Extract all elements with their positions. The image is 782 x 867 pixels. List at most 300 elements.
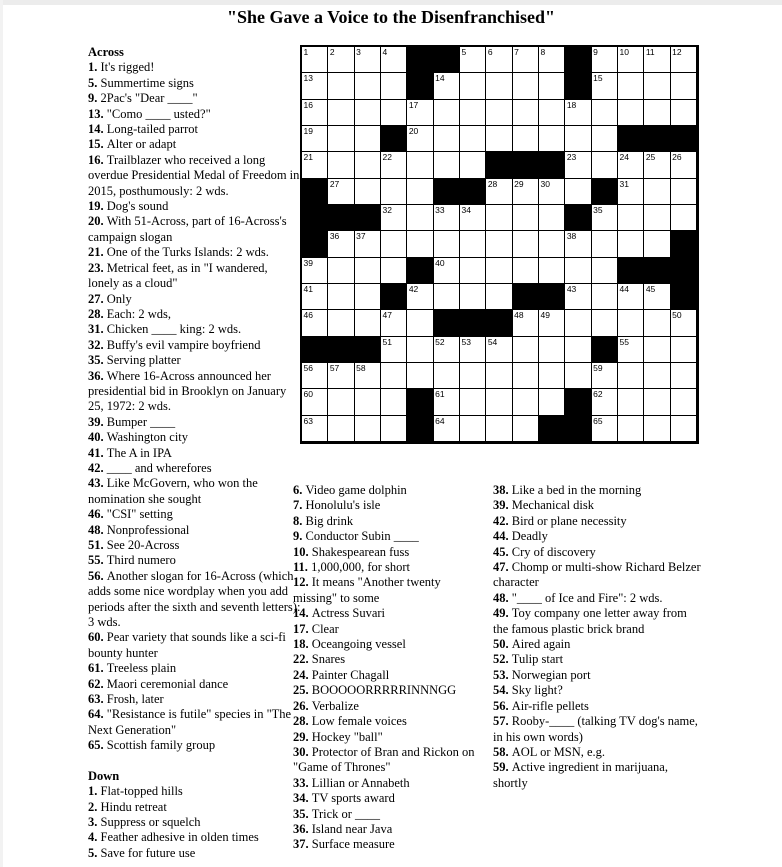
grid-cell-r10c5[interactable] <box>407 284 433 310</box>
cell-number: 13 <box>303 73 313 84</box>
grid-cell-r14c4[interactable] <box>381 389 407 415</box>
grid-cell-r6c4[interactable] <box>381 179 407 205</box>
clue-number: 9. <box>88 91 101 106</box>
grid-cell-r13c6[interactable] <box>434 363 460 389</box>
grid-cell-black-r6c1 <box>302 179 328 205</box>
clue-across-62: 62. Maori ceremonial dance <box>88 676 229 691</box>
clue-number: 20. <box>88 214 107 229</box>
grid-cell-r5c14[interactable] <box>644 152 670 178</box>
cell-number: 4 <box>382 47 388 57</box>
grid-cell-r4c12[interactable] <box>592 126 618 152</box>
grid-cell-r15c4[interactable] <box>381 416 407 442</box>
grid-cell-r15c9[interactable] <box>513 416 539 442</box>
clue-across-64: 64. "Resistance is futile" species in "The Next Generation" <box>88 707 292 737</box>
grid-cell-r10c3[interactable] <box>355 284 381 310</box>
grid-cell-r3c10[interactable] <box>539 100 565 126</box>
across-heading: Across <box>88 45 124 59</box>
grid-cell-r2c2[interactable] <box>328 73 354 99</box>
grid-cell-r1c3[interactable] <box>355 47 381 73</box>
clue-number: 10. <box>293 544 312 559</box>
grid-cell-r10c1[interactable] <box>302 284 328 310</box>
grid-cell-r1c7[interactable] <box>460 47 486 73</box>
clue-down-11: 11. 1,000,000, for short <box>293 560 411 575</box>
cell-number: 5 <box>461 47 467 57</box>
cell-number: 47 <box>382 310 392 321</box>
grid-cell-r7c8[interactable] <box>486 205 512 231</box>
grid-cell-r11c1[interactable] <box>302 310 328 336</box>
grid-cell-r11c13[interactable] <box>618 310 644 336</box>
grid-cell-black-r11c7 <box>460 310 486 336</box>
grid-cell-r15c15[interactable] <box>671 416 697 442</box>
grid-cell-r12c6[interactable] <box>434 337 460 363</box>
grid-cell-r6c11[interactable] <box>565 179 591 205</box>
clue-number: 31. <box>88 322 107 337</box>
grid-cell-r1c9[interactable] <box>513 47 539 73</box>
grid-cell-r13c11[interactable] <box>565 363 591 389</box>
grid-cell-r15c13[interactable] <box>618 416 644 442</box>
grid-cell-r12c8[interactable] <box>486 337 512 363</box>
grid-cell-r9c7[interactable] <box>460 258 486 284</box>
clue-across-21: 21. One of the Turks Islands: 2 wds. <box>88 245 269 260</box>
grid-cell-r7c5[interactable] <box>407 205 433 231</box>
grid-cell-black-r15c10 <box>539 416 565 442</box>
grid-cell-r10c2[interactable] <box>328 284 354 310</box>
grid-cell-r5c1[interactable] <box>302 152 328 178</box>
grid-cell-r3c13[interactable] <box>618 100 644 126</box>
clue-across-46: 46. "CSI" setting <box>88 507 173 522</box>
grid-cell-black-r10c4 <box>381 284 407 310</box>
grid-cell-r11c3[interactable] <box>355 310 381 336</box>
clue-down-50: 50. Aired again <box>493 637 571 652</box>
grid-cell-r9c4[interactable] <box>381 258 407 284</box>
grid-cell-r6c10[interactable] <box>539 179 565 205</box>
grid-cell-r7c7[interactable] <box>460 205 486 231</box>
grid-cell-r2c4[interactable] <box>381 73 407 99</box>
grid-cell-r9c9[interactable] <box>513 258 539 284</box>
cell-number: 10 <box>619 47 629 57</box>
clue-down-4: 4. Feather adhesive in olden times <box>88 830 259 845</box>
grid-cell-r5c12[interactable] <box>592 152 618 178</box>
grid-cell-r11c11[interactable] <box>565 310 591 336</box>
cell-number: 59 <box>593 363 603 373</box>
grid-cell-r4c2[interactable] <box>328 126 354 152</box>
grid-cell-r14c6[interactable] <box>434 389 460 415</box>
grid-cell-r15c1[interactable] <box>302 416 328 442</box>
down-clue-list-part2 <box>293 483 487 853</box>
grid-cell-r10c12[interactable] <box>592 284 618 310</box>
grid-cell-r1c12[interactable] <box>592 47 618 73</box>
cell-number: 30 <box>540 178 550 189</box>
grid-cell-r14c9[interactable] <box>513 389 539 415</box>
clue-number: 3. <box>88 814 101 829</box>
grid-cell-black-r14c11 <box>565 389 591 415</box>
clue-number: 42. <box>88 460 107 475</box>
grid-cell-r8c8[interactable] <box>486 231 512 257</box>
grid-cell-r8c12[interactable] <box>592 231 618 257</box>
grid-cell-r3c4[interactable] <box>381 100 407 126</box>
grid-cell-r1c2[interactable] <box>328 47 354 73</box>
cell-number: 34 <box>461 205 471 215</box>
grid-cell-r13c3[interactable] <box>355 363 381 389</box>
grid-cell-r4c10[interactable] <box>539 126 565 152</box>
grid-cell-r8c13[interactable] <box>618 231 644 257</box>
grid-cell-black-r12c2 <box>328 337 354 363</box>
grid-cell-r13c8[interactable] <box>486 363 512 389</box>
grid-cell-r8c4[interactable] <box>381 231 407 257</box>
grid-cell-r9c3[interactable] <box>355 258 381 284</box>
grid-cell-black-r6c12 <box>592 179 618 205</box>
clue-across-43: 43. Like McGovern, who won the nomination she sought <box>88 476 258 506</box>
grid-cell-r7c15[interactable] <box>671 205 697 231</box>
grid-cell-r13c13[interactable] <box>618 363 644 389</box>
clue-down-7: 7. Honolulu's isle <box>293 498 381 513</box>
grid-cell-black-r6c7 <box>460 179 486 205</box>
grid-cell-r14c15[interactable] <box>671 389 697 415</box>
clue-down-49: 49. Toy company one letter away from the famous plastic brick brand <box>493 606 687 636</box>
clue-number: 14. <box>88 122 107 137</box>
grid-cell-r10c14[interactable] <box>644 284 670 310</box>
grid-cell-r14c8[interactable] <box>486 389 512 415</box>
cell-number: 62 <box>593 389 603 400</box>
grid-cell-r11c10[interactable] <box>539 310 565 336</box>
grid-cell-r1c13[interactable] <box>618 47 644 73</box>
grid-cell-r3c3[interactable] <box>355 100 381 126</box>
cell-number: 6 <box>487 47 493 57</box>
grid-cell-r5c11[interactable] <box>565 152 591 178</box>
grid-cell-r2c9[interactable] <box>513 73 539 99</box>
clue-number: 51. <box>88 538 107 552</box>
cell-number: 65 <box>593 415 603 426</box>
grid-cell-r13c7[interactable] <box>460 363 486 389</box>
grid-cell-black-r12c1 <box>302 337 328 363</box>
grid-cell-r8c7[interactable] <box>460 231 486 257</box>
grid-cell-r1c10[interactable] <box>539 47 565 73</box>
grid-cell-r4c7[interactable] <box>460 126 486 152</box>
grid-cell-r7c10[interactable] <box>539 205 565 231</box>
grid-cell-r1c1[interactable] <box>302 47 328 73</box>
clues-column-left <box>88 45 302 861</box>
grid-cell-r9c6[interactable] <box>434 258 460 284</box>
grid-cell-black-r4c13 <box>618 126 644 152</box>
cell-number: 36 <box>329 231 340 242</box>
grid-cell-r6c13[interactable] <box>618 179 644 205</box>
cell-number: 43 <box>566 284 577 294</box>
grid-cell-r13c5[interactable] <box>407 363 433 389</box>
clue-number: 34. <box>293 791 312 806</box>
clue-down-8: 8. Big drink <box>293 513 354 528</box>
grid-cell-r3c8[interactable] <box>486 100 512 126</box>
grid-cell-r15c7[interactable] <box>460 416 486 442</box>
clue-number: 44. <box>493 529 512 544</box>
grid-cell-r7c13[interactable] <box>618 205 644 231</box>
grid-cell-r14c12[interactable] <box>592 389 618 415</box>
grid-cell-r2c3[interactable] <box>355 73 381 99</box>
grid-cell-r5c3[interactable] <box>355 152 381 178</box>
grid-cell-r3c15[interactable] <box>671 100 697 126</box>
grid-cell-r12c14[interactable] <box>644 337 670 363</box>
grid-cell-black-r1c5 <box>407 47 433 73</box>
clue-number: 25. <box>293 683 312 698</box>
grid-cell-r4c1[interactable] <box>302 126 328 152</box>
clue-across-36: 36. Where 16-Across announced her presidential bid in Brooklyn on January 25, 1972: 2 wds. <box>88 368 287 414</box>
grid-cell-r12c13[interactable] <box>618 337 644 363</box>
grid-cell-r14c10[interactable] <box>539 389 565 415</box>
clue-down-39: 39. Mechanical disk <box>493 498 595 513</box>
clue-down-53: 53. Norwegian port <box>493 667 591 682</box>
grid-cell-r7c9[interactable] <box>513 205 539 231</box>
grid-cell-r14c2[interactable] <box>328 389 354 415</box>
grid-cell-r12c4[interactable] <box>381 337 407 363</box>
clue-number: 19. <box>88 199 107 214</box>
grid-cell-r2c13[interactable] <box>618 73 644 99</box>
grid-cell-r5c4[interactable] <box>381 152 407 178</box>
grid-cell-r11c15[interactable] <box>671 310 697 336</box>
grid-cell-r13c1[interactable] <box>302 363 328 389</box>
cell-number: 17 <box>408 99 419 110</box>
clue-down-2: 2. Hindu retreat <box>88 799 167 814</box>
grid-cell-black-r9c15 <box>671 258 697 284</box>
grid-cell-r10c8[interactable] <box>486 284 512 310</box>
cell-number: 39 <box>303 257 313 268</box>
grid-cell-r11c2[interactable] <box>328 310 354 336</box>
cell-number: 40 <box>435 257 445 268</box>
grid-cell-r6c2[interactable] <box>328 179 354 205</box>
grid-cell-r3c7[interactable] <box>460 100 486 126</box>
grid-cell-r6c15[interactable] <box>671 179 697 205</box>
grid-cell-r8c6[interactable] <box>434 231 460 257</box>
clue-number: 9. <box>293 529 306 544</box>
clue-number: 46. <box>88 507 107 522</box>
crossword-grid <box>300 45 699 444</box>
grid-cell-r2c14[interactable] <box>644 73 670 99</box>
cell-number: 35 <box>593 205 603 215</box>
clue-number: 5. <box>88 75 101 90</box>
clue-down-6: 6. Video game dolphin <box>293 483 407 497</box>
grid-cell-r3c11[interactable] <box>565 100 591 126</box>
cell-number: 50 <box>672 310 682 321</box>
cell-number: 23 <box>566 152 577 163</box>
clue-number: 47. <box>493 560 512 575</box>
clue-number: 38. <box>493 483 512 497</box>
clue-down-28: 28. Low female voices <box>293 714 407 729</box>
grid-cell-r15c3[interactable] <box>355 416 381 442</box>
cell-number: 41 <box>303 284 313 294</box>
grid-cell-r13c2[interactable] <box>328 363 354 389</box>
grid-cell-r7c14[interactable] <box>644 205 670 231</box>
grid-cell-r12c9[interactable] <box>513 337 539 363</box>
cell-number: 37 <box>356 231 366 242</box>
grid-cell-r11c14[interactable] <box>644 310 670 336</box>
grid-cell-r5c6[interactable] <box>434 152 460 178</box>
clue-number: 18. <box>293 637 312 652</box>
grid-cell-r9c1[interactable] <box>302 258 328 284</box>
grid-cell-r3c14[interactable] <box>644 100 670 126</box>
grid-cell-r3c5[interactable] <box>407 100 433 126</box>
grid-cell-r7c6[interactable] <box>434 205 460 231</box>
clue-down-35: 35. Trick or ____ <box>293 806 381 821</box>
cell-number: 44 <box>619 284 629 294</box>
clue-across-60: 60. Pear variety that sounds like a sci-fi bounty hunter <box>88 630 286 660</box>
grid-cell-r15c12[interactable] <box>592 416 618 442</box>
clue-down-38: 38. Like a bed in the morning <box>493 483 642 497</box>
grid-cell-r4c3[interactable] <box>355 126 381 152</box>
clue-across-55: 55. Third numero <box>88 553 176 568</box>
grid-cell-r10c11[interactable] <box>565 284 591 310</box>
page-left-edge <box>0 0 3 867</box>
grid-cell-r1c8[interactable] <box>486 47 512 73</box>
grid-cell-r6c5[interactable] <box>407 179 433 205</box>
grid-cell-r9c11[interactable] <box>565 258 591 284</box>
clue-number: 50. <box>493 637 512 652</box>
grid-cell-r7c12[interactable] <box>592 205 618 231</box>
clue-number: 32. <box>88 337 107 352</box>
grid-cell-r7c4[interactable] <box>381 205 407 231</box>
grid-cell-r8c11[interactable] <box>565 231 591 257</box>
grid-cell-r8c9[interactable] <box>513 231 539 257</box>
clue-number: 14. <box>293 606 312 621</box>
cell-number: 11 <box>645 47 655 57</box>
cell-number: 55 <box>619 336 629 347</box>
grid-cell-r14c13[interactable] <box>618 389 644 415</box>
clue-number: 60. <box>88 630 107 645</box>
grid-cell-black-r10c10 <box>539 284 565 310</box>
grid-cell-r9c8[interactable] <box>486 258 512 284</box>
grid-cell-r4c9[interactable] <box>513 126 539 152</box>
grid-cell-r14c14[interactable] <box>644 389 670 415</box>
grid-cell-black-r4c15 <box>671 126 697 152</box>
grid-cell-r15c8[interactable] <box>486 416 512 442</box>
clue-across-31: 31. Chicken ____ king: 2 wds. <box>88 322 242 337</box>
grid-cell-r13c10[interactable] <box>539 363 565 389</box>
grid-cell-r9c2[interactable] <box>328 258 354 284</box>
grid-cell-r12c10[interactable] <box>539 337 565 363</box>
grid-cell-r9c10[interactable] <box>539 258 565 284</box>
grid-cell-r13c12[interactable] <box>592 363 618 389</box>
grid-cell-r11c5[interactable] <box>407 310 433 336</box>
clue-down-56: 56. Air-rifle pellets <box>493 698 589 713</box>
grid-cell-r8c14[interactable] <box>644 231 670 257</box>
grid-cell-r12c7[interactable] <box>460 337 486 363</box>
grid-cell-r3c12[interactable] <box>592 100 618 126</box>
grid-cell-black-r7c1 <box>302 205 328 231</box>
clue-number: 63. <box>88 692 107 707</box>
grid-cell-r5c7[interactable] <box>460 152 486 178</box>
grid-cell-r15c14[interactable] <box>644 416 670 442</box>
grid-cell-r2c8[interactable] <box>486 73 512 99</box>
grid-cell-r3c9[interactable] <box>513 100 539 126</box>
grid-cell-r5c13[interactable] <box>618 152 644 178</box>
grid-cell-black-r9c14 <box>644 258 670 284</box>
grid-cell-r1c14[interactable] <box>644 47 670 73</box>
grid-cell-r11c4[interactable] <box>381 310 407 336</box>
grid-cell-r1c15[interactable] <box>671 47 697 73</box>
clue-down-52: 52. Tulip start <box>493 652 564 667</box>
grid-cell-r5c5[interactable] <box>407 152 433 178</box>
grid-cell-r2c6[interactable] <box>434 73 460 99</box>
grid-cell-r2c12[interactable] <box>592 73 618 99</box>
clue-number: 1. <box>88 60 101 75</box>
grid-cell-r2c1[interactable] <box>302 73 328 99</box>
grid-cell-black-r8c1 <box>302 231 328 257</box>
grid-cell-r6c9[interactable] <box>513 179 539 205</box>
clue-down-45: 45. Cry of discovery <box>493 544 596 559</box>
grid-cell-r14c1[interactable] <box>302 389 328 415</box>
grid-cell-r12c5[interactable] <box>407 337 433 363</box>
grid-cell-r15c2[interactable] <box>328 416 354 442</box>
clue-down-3: 3. Suppress or squelch <box>88 814 201 829</box>
grid-cell-r11c12[interactable] <box>592 310 618 336</box>
grid-cell-r2c15[interactable] <box>671 73 697 99</box>
clue-number: 8. <box>293 513 306 528</box>
grid-cell-r13c14[interactable] <box>644 363 670 389</box>
grid-cell-r14c3[interactable] <box>355 389 381 415</box>
clue-down-25: 25. BOOOOORRRRRINNNGG <box>293 683 457 698</box>
clue-number: 7. <box>293 498 306 513</box>
grid-cell-r14c7[interactable] <box>460 389 486 415</box>
clue-across-28: 28. Each: 2 wds, <box>88 306 171 321</box>
grid-cell-r5c15[interactable] <box>671 152 697 178</box>
clue-number: 65. <box>88 738 107 753</box>
cell-number: 26 <box>672 152 682 163</box>
clue-down-59: 59. Active ingredient in marijuana, shortly <box>493 760 668 790</box>
grid-cell-r10c13[interactable] <box>618 284 644 310</box>
cell-number: 56 <box>303 363 313 373</box>
grid-cell-r3c1[interactable] <box>302 100 328 126</box>
clue-down-58: 58. AOL or MSN, e.g. <box>493 744 606 759</box>
grid-cell-r15c6[interactable] <box>434 416 460 442</box>
grid-cell-r3c6[interactable] <box>434 100 460 126</box>
grid-cell-r13c4[interactable] <box>381 363 407 389</box>
grid-cell-r6c14[interactable] <box>644 179 670 205</box>
clue-number: 55. <box>88 553 107 568</box>
grid-cell-r10c6[interactable] <box>434 284 460 310</box>
grid-cell-r8c2[interactable] <box>328 231 354 257</box>
cell-number: 22 <box>382 152 392 163</box>
clue-across-56: 56. Another slogan for 16-Across (which adds some nice wordplay when you add periods after the sixth and seventh letters): 3 wds. <box>88 568 301 630</box>
grid-cell-r12c15[interactable] <box>671 337 697 363</box>
grid-cell-r4c11[interactable] <box>565 126 591 152</box>
grid-cell-black-r11c8 <box>486 310 512 336</box>
clue-down-5: 5. Save for future use <box>88 845 196 860</box>
grid-cell-r4c8[interactable] <box>486 126 512 152</box>
grid-cell-r3c2[interactable] <box>328 100 354 126</box>
grid-cell-r2c7[interactable] <box>460 73 486 99</box>
clue-down-9: 9. Conductor Subin ____ <box>293 529 419 544</box>
grid-cell-r13c15[interactable] <box>671 363 697 389</box>
clue-number: 37. <box>293 837 312 852</box>
grid-cell-r2c10[interactable] <box>539 73 565 99</box>
grid-cell-r11c9[interactable] <box>513 310 539 336</box>
grid-cell-r1c4[interactable] <box>381 47 407 73</box>
grid-cell-r8c5[interactable] <box>407 231 433 257</box>
grid-cell-r12c11[interactable] <box>565 337 591 363</box>
grid-cell-r13c9[interactable] <box>513 363 539 389</box>
grid-cell-r10c7[interactable] <box>460 284 486 310</box>
grid-cell-r4c6[interactable] <box>434 126 460 152</box>
grid-cell-r8c3[interactable] <box>355 231 381 257</box>
clue-down-48: 48. "____ of Ice and Fire": 2 wds. <box>493 590 663 605</box>
cell-number: 21 <box>303 152 313 163</box>
grid-cell-r6c3[interactable] <box>355 179 381 205</box>
clue-across-48: 48. Nonprofessional <box>88 522 190 537</box>
grid-cell-r4c5[interactable] <box>407 126 433 152</box>
cell-number: 1 <box>303 47 309 57</box>
grid-cell-r6c8[interactable] <box>486 179 512 205</box>
grid-cell-r8c10[interactable] <box>539 231 565 257</box>
grid-cell-r9c12[interactable] <box>592 258 618 284</box>
clue-number: 29. <box>293 729 312 744</box>
grid-cell-r5c2[interactable] <box>328 152 354 178</box>
